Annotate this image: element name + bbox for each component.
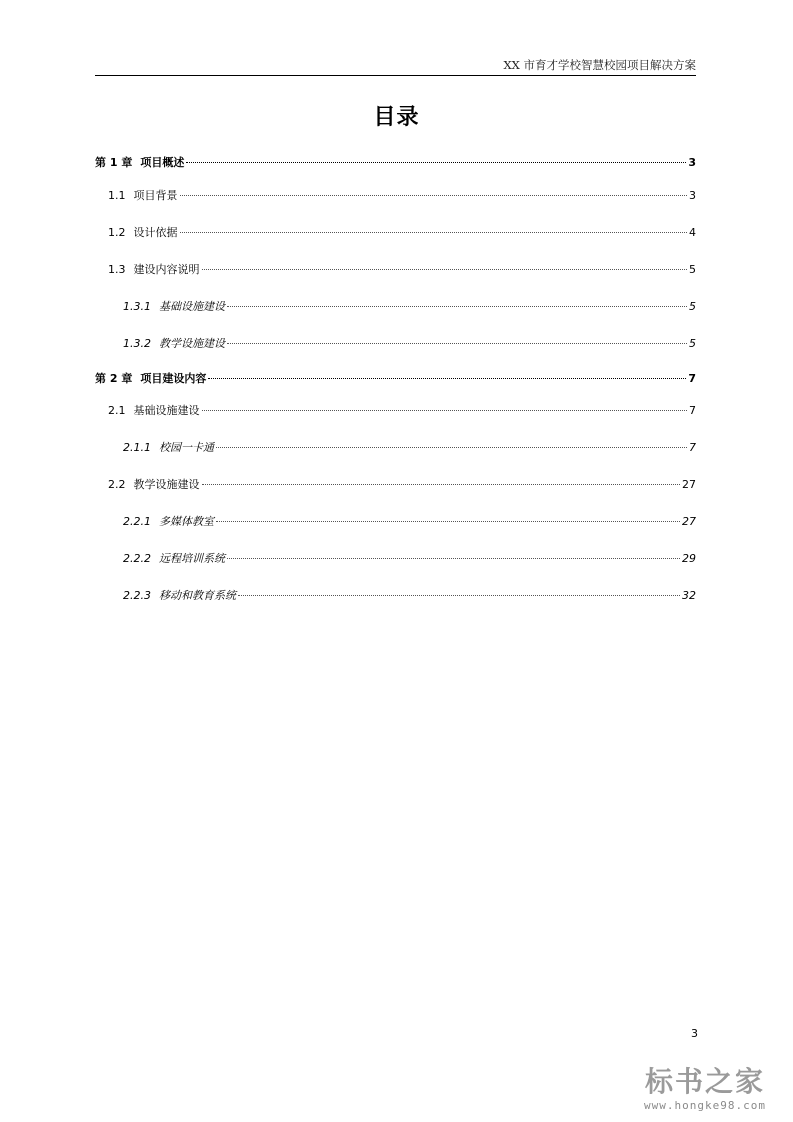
toc-leader-dots <box>180 232 688 233</box>
toc-entry-page: 5 <box>689 300 696 313</box>
toc-entry-2-1[interactable] <box>95 402 696 426</box>
toc-leader-dots <box>216 521 680 522</box>
toc-entry-number: 2.2.2 <box>123 552 151 565</box>
toc-entry-1-2[interactable] <box>95 224 696 248</box>
toc-title: 目录 <box>373 105 420 130</box>
toc-entry-page: 27 <box>682 478 696 491</box>
toc-leader-dots <box>227 558 680 559</box>
watermark-logo: 标书之家 <box>644 1065 765 1098</box>
toc-entry-page: 5 <box>689 337 696 350</box>
toc-entry-number: 1.3 <box>108 263 126 276</box>
toc-leader-dots <box>180 195 688 196</box>
toc-entry-number: 1.1 <box>108 189 126 202</box>
header-divider <box>95 75 696 76</box>
toc-entry-number: 2.2 <box>108 478 126 491</box>
toc-leader-dots <box>227 306 687 307</box>
toc-leader-dots <box>202 410 688 411</box>
toc-entry-1-1[interactable] <box>95 187 696 211</box>
toc-entry-page: 3 <box>689 189 696 202</box>
toc-leader-dots <box>202 484 681 485</box>
toc-entry-label: 远程培训系统 <box>159 552 225 565</box>
toc-leader-dots <box>186 162 686 163</box>
toc-entry-number: 1.2 <box>108 226 126 239</box>
toc-entry-2-2-1[interactable] <box>95 513 696 537</box>
toc-entry-page: 5 <box>689 263 696 276</box>
toc-leader-dots <box>216 447 687 448</box>
toc-leader-dots <box>227 343 687 344</box>
toc-entry-chapter-2[interactable] <box>95 370 696 394</box>
toc-entry-number: 2.1.1 <box>123 441 151 454</box>
toc-entry-2-1-1[interactable] <box>95 439 696 463</box>
toc-entry-1-3-2[interactable] <box>95 335 696 359</box>
toc-entry-number: 2.1 <box>108 404 126 417</box>
watermark-url: www.hongke98.com <box>644 1099 766 1112</box>
toc-entry-page: 7 <box>688 372 696 385</box>
toc-entry-2-2-2[interactable] <box>95 550 696 574</box>
toc-entry-label: 设计依据 <box>133 226 178 239</box>
toc-entry-label: 项目建设内容 <box>140 372 207 385</box>
toc-entry-page: 7 <box>689 441 696 454</box>
toc-entry-label: 多媒体教室 <box>159 515 214 528</box>
toc-entry-number: 2.2.1 <box>123 515 151 528</box>
toc-entry-number: 1.3.2 <box>123 337 151 350</box>
toc-entry-label: 教学设施建设 <box>133 478 200 491</box>
toc-entry-label: 项目背景 <box>133 189 178 202</box>
toc-entry-page: 29 <box>682 552 696 565</box>
toc-entry-page: 32 <box>682 589 696 602</box>
toc-entry-number: 第 2 章 <box>95 372 133 385</box>
toc-entry-2-2[interactable] <box>95 476 696 500</box>
toc-leader-dots <box>202 269 688 270</box>
toc-leader-dots <box>238 595 680 596</box>
toc-entry-page: 3 <box>688 156 696 169</box>
toc-entry-2-2-3[interactable] <box>95 587 696 611</box>
toc-entry-label: 基础设施建设 <box>159 300 225 313</box>
running-header: XX 市育才学校智慧校园项目解决方案 <box>503 58 696 72</box>
toc-entry-page: 27 <box>682 515 696 528</box>
toc-entry-chapter-1[interactable] <box>95 154 696 178</box>
toc-entry-label: 建设内容说明 <box>133 263 200 276</box>
toc-leader-dots <box>208 378 686 379</box>
toc-entry-number: 第 1 章 <box>95 156 133 169</box>
toc-entry-1-3[interactable] <box>95 261 696 285</box>
toc-entry-number: 2.2.3 <box>123 589 151 602</box>
watermark <box>625 1065 785 1112</box>
page-number: 3 <box>691 1027 698 1040</box>
toc-entry-label: 教学设施建设 <box>159 337 225 350</box>
toc-entry-label: 校园一卡通 <box>159 441 214 454</box>
toc-entry-page: 4 <box>689 226 696 239</box>
toc-entry-label: 项目概述 <box>140 156 185 169</box>
toc-entry-number: 1.3.1 <box>123 300 151 313</box>
toc-entry-label: 移动和教育系统 <box>159 589 236 602</box>
toc-entry-label: 基础设施建设 <box>133 404 200 417</box>
toc-entry-page: 7 <box>689 404 696 417</box>
toc-entry-1-3-1[interactable] <box>95 298 696 322</box>
